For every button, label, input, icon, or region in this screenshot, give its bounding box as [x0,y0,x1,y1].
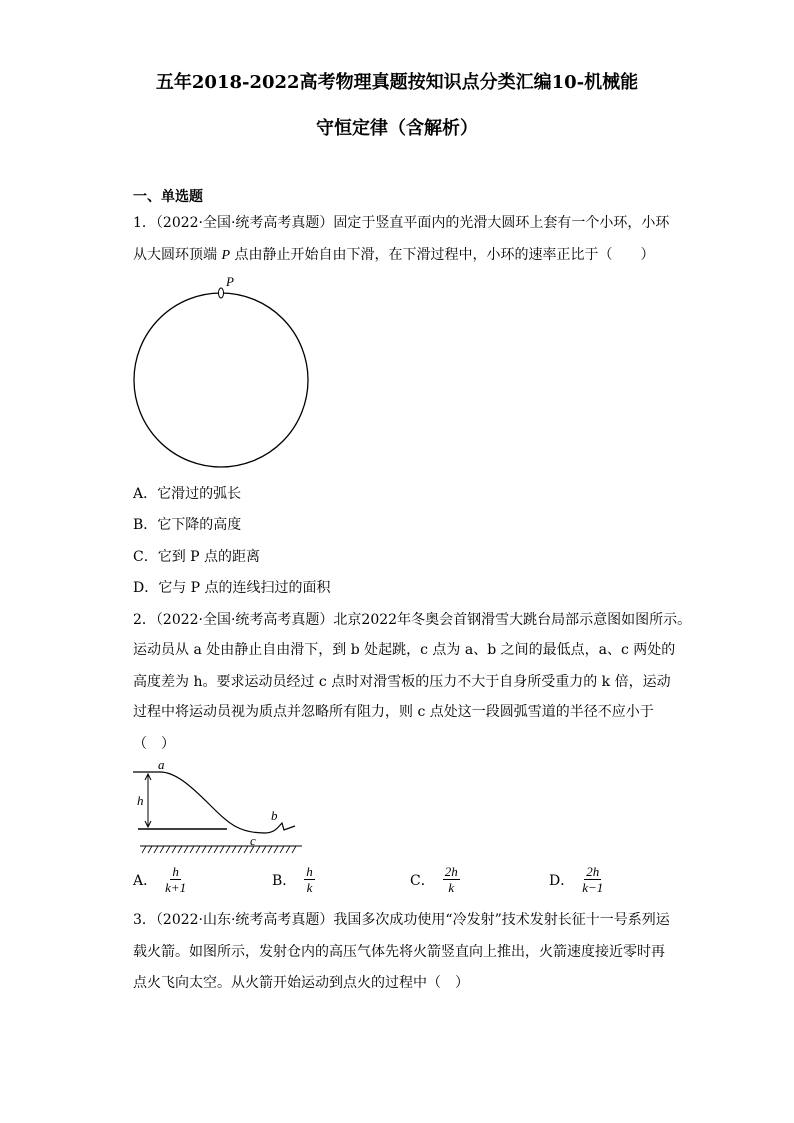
fraction [165,864,186,895]
q3-text-line1: 3．（2022·山东·统考高考真题）我国多次成功使用“冷发射”技术发射长征十一号系列运 [133,912,670,928]
option-letter: D． [549,872,575,889]
numerator: h [306,864,313,879]
q1-option-a[interactable]: A．它滑过的弧长 [133,486,242,502]
option-letter: B． [272,872,297,889]
q3-text-line2: 载火箭。如图所示，发射仓内的高压气体先将火箭竖直向上推出，火箭速度接近零时再 [133,944,665,960]
var-p: P [221,248,231,263]
numerator: 2h [444,864,458,879]
q2-text-line5: （ ） [133,736,175,752]
denominator: k [306,880,313,895]
fraction [304,864,315,895]
q1-text-line1: 1．（2022·全国·统考高考真题）固定于竖直平面内的光滑大圆环上套有一个小环，小环 [133,215,670,231]
figure-label-h: h [137,793,144,808]
q2-ski-slope-figure [130,755,310,855]
q1-circle-figure [120,270,320,470]
figure-label-c: c [250,833,256,848]
q1-text: 点由静止开始自由下滑，在下滑过程中，小环的速率正比于（ ） [230,247,655,263]
figure-label-b: b [271,808,278,823]
option-letter: A． [133,872,158,889]
numerator: h [172,864,179,879]
q2-text-line4: 过程中将运动员视为质点并忽略所有阻力，则 c 点处这一段圆弧雪道的半径不应小于 [133,704,654,720]
q2-text-line1: 2．（2022·全国·统考高考真题）北京2022年冬奥会首钢滑雪大跳台局部示意图如图所示。 [133,612,692,628]
q2-option-a[interactable] [133,864,186,895]
denominator: k+1 [165,880,187,895]
q1-option-c[interactable]: C．它到 P 点的距离 [133,549,261,565]
denominator: k [448,880,455,895]
q2-text-line2: 运动员从 a 处由静止自由滑下，到 b 处起跳，c 点为 a、b 之间的最低点，a、c 两处的 [133,642,676,658]
document-title-line2: 守恒定律（含解析） [316,118,478,139]
option-letter: C． [410,872,435,889]
document-title-line1: 五年2018-2022高考物理真题按知识点分类汇编10-机械能 [155,72,639,93]
q2-text-line3: 高度差为 h。要求运动员经过 c 点时对滑雪板的压力不大于自身所受重力的 k 倍，运动 [133,674,671,690]
section-heading: 一、单选题 [133,189,203,205]
figure-label-a: a [158,757,165,772]
numerator: 2h [586,864,600,879]
q2-option-c[interactable] [410,864,460,895]
figure-label-p: P [226,274,234,289]
fraction [443,864,460,895]
q2-option-b[interactable] [272,864,315,895]
q3-text-line3: 点火飞向太空。从火箭开始运动到点火的过程中（ ） [133,975,469,991]
q1-text-line2 [133,244,654,264]
q2-option-d[interactable] [549,864,603,895]
q1-text: 从大圆环顶端 [133,247,222,263]
fraction [582,864,603,895]
q1-option-d[interactable]: D．它与 P 点的连线扫过的面积 [133,580,331,596]
denominator: k−1 [582,880,604,895]
q1-option-b[interactable]: B．它下降的高度 [133,517,242,533]
